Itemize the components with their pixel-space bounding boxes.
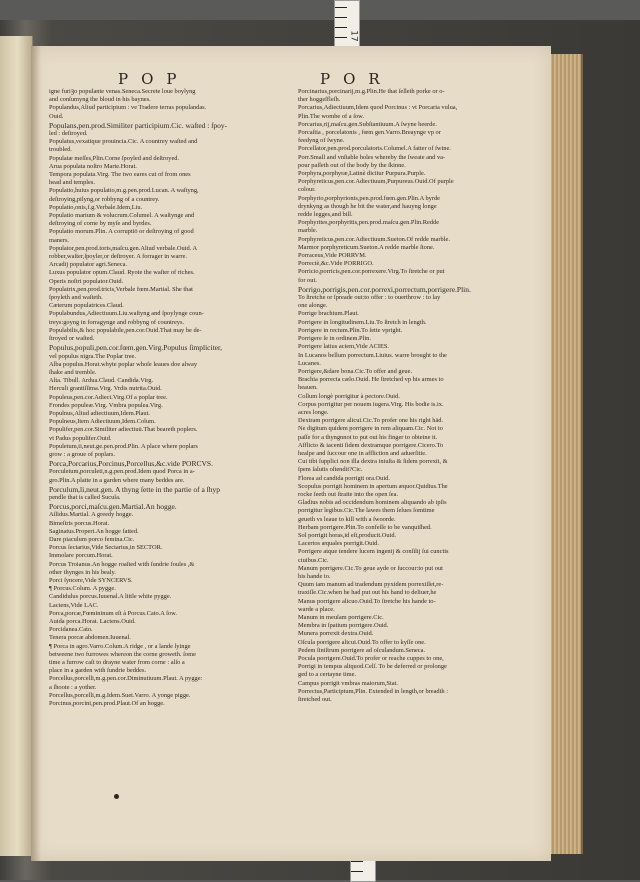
entry-line: time a furrow caſt to drayne water from corne : alſo a <box>49 659 185 667</box>
entry-line: Populatio marium & volucrum.Columel. A waſtynge and <box>49 212 195 220</box>
entry-line: Lactens,Vide LAC. <box>49 601 99 609</box>
entry-line: ged to a certayne time. <box>298 671 357 679</box>
entry-line: ſpoyleth and waſteth. <box>49 294 103 302</box>
entry-line: robber,waſter,ſpoyler,or deſtroyer. A forrager in warre. <box>49 253 187 261</box>
ruler-tick <box>351 861 363 862</box>
entry-line: place in a garden with ſundrie beddes. <box>49 667 147 675</box>
entry-line: Corpus porrigitur per nouem iugera.Virg. His bodie is.ix. <box>298 400 444 408</box>
entry-line: Manum in meuſam porrigere.Cic. <box>298 614 384 621</box>
entry-line: Populifer,pen.cor.Similiter adiectiuū.That beareth poplers. <box>49 426 198 434</box>
entry-line: Populabilis,& hoc populabile,pen.cor.Ouid.That may be de- <box>49 326 202 334</box>
previous-page-edge <box>0 36 33 856</box>
entry-line: deſtroying of corne by myſe and byrdes. <box>49 220 152 228</box>
ruler-tick <box>335 17 347 18</box>
entry-line: Tempora populata.Virg. The two eares cut of from ones <box>49 171 191 179</box>
entry-line: Porci ſyncere,Vide SYNCERVS. <box>49 576 133 584</box>
entry-line: Porphyreticus,pen.cor.Adiectiuum.Sueton.Of redde marble. <box>298 235 450 243</box>
ruler-top-number: 17 <box>348 30 359 42</box>
entry-line: Porrigere in longitudinem.Liu.To ſtretch in length. <box>298 318 427 326</box>
entry-line: Scopulus porrigit hominem in apertum æquor.Quidius.The <box>298 482 448 490</box>
entry-line: his hande to. <box>298 572 331 580</box>
entry-line: ther hoggeſfleſh. <box>298 96 341 104</box>
entry-line: healpe and ſuccour one in affliction and aduerſitie. <box>298 449 427 457</box>
entry-line: Populus,populi,pen.cor.fœm.gen.Virg.Populus ſimpliciter, <box>49 343 223 353</box>
entry-line: Porrigo,porrigis,pen.cor.porrexi,porrectum,porrigere.Plin. <box>298 284 471 294</box>
entry-line: geueth vs leaue to kill with a ſwoorde. <box>298 515 396 523</box>
entry-line: Dare piaculum porco femina.Cic. <box>49 535 135 543</box>
entry-line: redde legges,and bill. <box>298 211 353 219</box>
entry-line: Ouid. <box>49 112 64 120</box>
entry-line: Porca,porcæ,Fœmininum eſt à Porcus.Cato.A ſow. <box>49 609 177 617</box>
entry-line: Porcus ſectarius,Vide Sectarius,in SECTOR. <box>49 544 163 552</box>
entry-line: vel populus nigra.The Poplar tree. <box>49 352 136 360</box>
entry-line: Porphyrites,porphyritis,pen.prod.maſcu.gen.Plin.Redde <box>298 219 440 227</box>
entry-line: Porca,Porcarius,Porcinus,Porcellus,&c.vide PORCVS. <box>49 459 213 469</box>
entry-line: led : deſtroyed. <box>49 130 88 138</box>
entry-line: Herculi grantiſſima.Virg. Vrdis nutrita.Ouid. <box>49 385 162 393</box>
entry-line: ¶ Porcus.Colum. A pygge. <box>49 585 116 593</box>
entry-line: Pocula porrigere.Ouid.To profer or reache cuppes to one, <box>298 655 444 663</box>
entry-line: Porrigere ſe in ordinem.Plin. <box>298 335 371 343</box>
entry-line: Porculetum,porculeti,n.g.pen.prod.Idem quod Porca in a- <box>49 468 195 476</box>
entry-line: Immolare porcum.Horat. <box>49 552 113 560</box>
entry-line: Florea ad candida porrigit ora.Ouid. <box>298 474 390 482</box>
entry-line: Auida porca.Horat. Lactens.Ouid. <box>49 618 136 625</box>
page-gutter-shadow <box>31 46 41 861</box>
entry-line: Cui tibi ſupplici non illa dextra iniuſta & ſidem porrexit, & <box>298 458 448 466</box>
entry-line: betweene two furrowes whereon the corne groweth. ſome <box>49 650 196 658</box>
ruler-tick <box>335 7 347 8</box>
entry-line: ciuibus.Cic. <box>298 556 329 564</box>
entry-line: pendle that is called Sucula. <box>49 493 121 501</box>
entry-line: Porrigere latius aciem,Vide ACIES. <box>298 343 390 351</box>
entry-line: Porcaſtia , porcelatonis , fœm gen.Varro.Breaynge vp or <box>298 129 441 137</box>
entry-line: Porcus Troianus.An hogge roaſted with ſundrie foules ,& <box>49 560 195 568</box>
entry-line: Porphyrio,porphyrionis,pen.prod.fœm.gen.Plin.A byrde <box>298 194 441 202</box>
entry-line: Populandus,Aliud participium : ve Tradere terras populandas. <box>49 104 207 112</box>
entry-line: Porrectus,Participium,Plin. Extended in length,or breadth : <box>298 687 448 695</box>
entry-line: Porculum,li,neut.gen. A thyng ſette in the partie of a ſhyp <box>49 484 221 494</box>
entry-line: ¶ Porca in agro.Varro.Colum.A ridge , or a lande lyinge <box>49 642 191 650</box>
entry-line: Porraceus,Vide PORRVM. <box>298 252 367 260</box>
ruler-tick <box>351 871 363 872</box>
entry-line: Porrectè,&c.Vide PORRIGO. <box>298 260 374 268</box>
entry-line: Porcarius,rij,maſcu.gen.Subſtantiuum.A ſwyne heerde. <box>298 120 437 128</box>
entry-line: grow : a groue of poplars. <box>49 450 116 458</box>
entry-line: for out. <box>298 276 317 284</box>
entry-line: Populnus,Aliud adiectiuum,Idem.Plaut. <box>49 409 150 417</box>
entry-line: Porcarius,Adiectiuum,Idem quod Porcinus : vt Porcaria vulua, <box>298 104 458 112</box>
entry-line: Populeus,pen.cor.Adiect.Virg.Of a poplar tree. <box>49 393 168 401</box>
running-head-left: POP <box>118 70 190 88</box>
entry-line: ſpem ſalutis oſtendit?Cic. <box>298 466 363 474</box>
entry-line: Oſcula porrigere alicui.Ouid.To offer to kyſſe one. <box>298 638 426 646</box>
entry-line: pour paſſeth out of the body by the ſkinne. <box>298 161 406 169</box>
entry-line: Manum porrigere.Cic.To geue ayde or ſuccour:to put out <box>298 564 443 572</box>
entry-line: Populetum,ti,neut.ge.pen.prod.Plin. A place where poplars <box>49 442 198 450</box>
entry-line: Porrigere atque tendere lucem ingenij & conſilij ſui cunctis <box>298 548 449 556</box>
entry-line: Arcadij populator agri.Seneca. <box>49 261 128 269</box>
entry-line: Afflicto & iacenti ſidem dextramque porrigere.Cicero.To <box>298 441 444 449</box>
entry-line: drynkyng as though he bit the water,and hauyng longe <box>298 202 437 210</box>
entry-line: Porrige brachium.Plaut. <box>298 310 359 318</box>
entry-line: Operis noſtri populator.Ouid. <box>49 277 124 285</box>
entry-line: head and temples. <box>49 179 95 187</box>
entry-line: Porrigi in tempus aliquod.Celſ. To be deferred or prolonge <box>298 663 447 671</box>
entry-line: and conſumyng the bloud in his baynes. <box>49 96 151 104</box>
entry-line: ſhake and tremble. <box>49 368 97 376</box>
left-column <box>49 88 281 708</box>
entry-line: maners. <box>49 236 70 244</box>
entry-line: Alta. Tibull. Ardua.Claud. Candida.Virg. <box>49 377 154 385</box>
entry-line: ſtretched out. <box>298 696 332 704</box>
entry-line: Porcellator,pen.prod.porculatoris.Columel.A fatter of ſwine. <box>298 145 451 153</box>
entry-line: Cæterum populatrices.Claud. <box>49 302 124 310</box>
entry-line: marble. <box>298 227 318 235</box>
entry-line: rocke ſeeth out ſtraite into the open ſea. <box>298 490 399 498</box>
entry-line: ſtroyed or waſted. <box>49 335 95 343</box>
entry-line: vt Padus populifer.Ouid. <box>49 434 112 442</box>
entry-line: Pedem ſiniſtrum porrigere ad oſculandum.Seneca. <box>298 646 426 654</box>
entry-line: paſſe for a thyngnnot to put out his finger to obteine it. <box>298 433 438 441</box>
entry-line: Candidulus porcus.Iuuenal.A little white pygge. <box>49 593 172 601</box>
entry-line: Populatio,onis,f.g.Verbale.Idem,Liu. <box>49 203 143 211</box>
entry-line: Porcus,porci,maſcu.gen.Martial.An hogge. <box>49 502 177 512</box>
entry-line: Arua populata noſtro Marte.Horat. <box>49 162 137 170</box>
entry-line: porrigitur legibus.Cic.The lawes them ſelues ſomtime <box>298 507 435 515</box>
entry-line: colour. <box>298 186 316 194</box>
entry-line: Populneus,Item Adiectiuum,Idem.Colum. <box>49 418 156 426</box>
entry-line: Brachia porrecta cælo.Ouid. He ſtretched vp his armes to <box>298 376 444 384</box>
running-head-right: POR <box>320 70 393 88</box>
page-stack-edge <box>551 54 583 854</box>
entry-line: Dextram porrigere alicui.Cic.To profer one his right hād. <box>298 417 444 425</box>
entry-line: acres longe. <box>298 408 329 416</box>
entry-line: Porrigere,&dare bona.Cic.To offer and geue. <box>298 367 413 375</box>
entry-line: Membra in ſpatium porrigere.Ouid. <box>298 622 389 630</box>
entry-line: treys:goyng in forragynge and robbyng of countreys. <box>49 318 185 326</box>
entry-line: one alonge. <box>298 302 328 310</box>
entry-line: Populans,pen.prod.Similiter participium.Cic. waſted : ſpoy- <box>49 120 228 130</box>
entry-line: In Lucanos bellum porrectum.Liuius. warre brought to the <box>298 351 447 359</box>
entry-line: Porcellus,porcelli,m.g.pen.cor.Diminutiuum.Plaut. A pygge: <box>49 675 203 683</box>
entry-line: Porcellus,porcelli,m.g.Idem.Suet.Varro. A yonge pigge. <box>49 691 191 699</box>
entry-line: Porcidanea.Cato. <box>49 626 93 634</box>
entry-line: Populator,pen.prod.toris,maſcu.gen.Aliud verbale.Ouid. A <box>49 244 198 252</box>
entry-line: Porricio,porricis,pen.cor.porrexere.Virg.To ſtretche or put <box>298 268 445 276</box>
entry-line: Lacertos æquales porrigit.Ouid. <box>298 540 379 548</box>
entry-line: Populatus,vexatique prouincia.Cic. A countrey waſted and <box>49 138 198 146</box>
ruler-tick <box>335 37 347 38</box>
entry-line: Populatrix,pen.prod.tricis,Verbale fœm.Martial. She that <box>49 285 193 293</box>
entry-line: a ſhoote : a yother. <box>49 683 97 691</box>
page-signature-mark <box>114 794 119 799</box>
entry-line: traxiſſe.Cic.when he had put out his hand to deliuer,he <box>298 589 437 597</box>
entry-line: Populatæ meſſes,Plin.Corne ſpoyled and deſtroyed. <box>49 154 180 162</box>
entry-line: Campus porrigit vmbras maiorum,Stat. <box>298 679 398 687</box>
entry-line: Manus porrigere alicuo.Ouid.To ſtretche his hande to- <box>298 597 436 605</box>
ruler-tick <box>335 27 347 28</box>
entry-line: Quum iam manum ad tradendum pyxidem porrexiſſet,re- <box>298 581 444 589</box>
entry-line: feedyng of ſwyne. <box>298 137 345 145</box>
entry-line: Saginatus.Propert.An hogge fatted. <box>49 527 139 535</box>
entry-line: Collum longè porrigitur à pectore.Ouid. <box>298 392 400 400</box>
entry-line: Porcinus,porcini,pen.prod.Plaut.Of an hogge. <box>49 700 165 708</box>
entry-line: troubled. <box>49 146 72 154</box>
entry-line: Tenera porcæ abdomen.Iuuenal. <box>49 634 131 642</box>
entry-line: heauen. <box>298 384 318 392</box>
entry-line: Populatio,huius populatio,m.g.pen.prod.Lucan. A waſtyng, <box>49 187 199 195</box>
entry-line: other thynges in his bealy. <box>49 568 116 576</box>
entry-line: igne furiꝫo populante venas.Seneca.Secrete loue boylyng <box>49 88 196 95</box>
right-column <box>298 88 530 704</box>
entry-line: Munera porrexit dextra.Ouid. <box>298 630 374 638</box>
entry-line: Aſſidus.Martial. A greedy hogge. <box>49 511 134 519</box>
entry-line: Ne digitum quidem porrigere in rem aliquam.Cic. Not to <box>298 425 443 433</box>
entry-line: deſtroying,pilyng,or robbyng of a countrey. <box>49 195 160 203</box>
entry-line: Frondes populeæ.Virg. Vmbra populea.Virg. <box>49 401 163 409</box>
entry-line: To ſtretche or ſpreade out:to offer : to ouerthrow : to lay <box>298 294 441 302</box>
entry-line: Herbam porrigere.Plin.To confeſſe to be vanquiſhed. <box>298 523 432 531</box>
entry-line: Alba populus.Horat.whyte poplar whoſe leaues doe alway <box>49 360 198 368</box>
entry-line: Bimeſtris porcus.Horat. <box>49 519 110 527</box>
entry-line: Populatio morum.Plin. A corruptiō or deſtroying of good <box>49 228 194 236</box>
entry-line: Gladius nobis ad occidendum hominem aliquando ab ipſis <box>298 499 447 507</box>
entry-line: Sol porrigit horas,id eſt,producit.Ouid. <box>298 531 397 539</box>
entry-line: gro.Plin.A platte in a garden where many beddes are. <box>49 476 185 484</box>
entry-line: Plin.The wombe of a ſow. <box>298 112 364 120</box>
entry-line: Luxus populator opum.Claud. Ryote the waſter of riches. <box>49 269 195 277</box>
entry-line: Porphyreticus,pen.cor.Adiectiuum,Purpureus.Ouid.Of purple <box>298 178 454 186</box>
entry-line: Marmor porphyreticum.Sueton.A redde marble ſtone. <box>298 243 435 251</box>
entry-line: Porcinarius,porcinarij,m.g.Plin.He that ſelleth porke or o- <box>298 88 445 95</box>
entry-line: Porr.Small and vnſtable holes whereby the ſweate and va- <box>298 153 446 161</box>
entry-line: Porphyra,porphyræ,Latinè dicitur Purpura.Purple. <box>298 170 426 178</box>
entry-line: Lucanes. <box>298 359 321 367</box>
entry-line: warde a place. <box>298 605 335 613</box>
entry-line: Populabundus,Adiectiuum.Liu.waſtyng and ſpoylynge coun- <box>49 310 204 318</box>
entry-line: Porrigere in rectum.Plin.To ſette vpright. <box>298 326 403 334</box>
